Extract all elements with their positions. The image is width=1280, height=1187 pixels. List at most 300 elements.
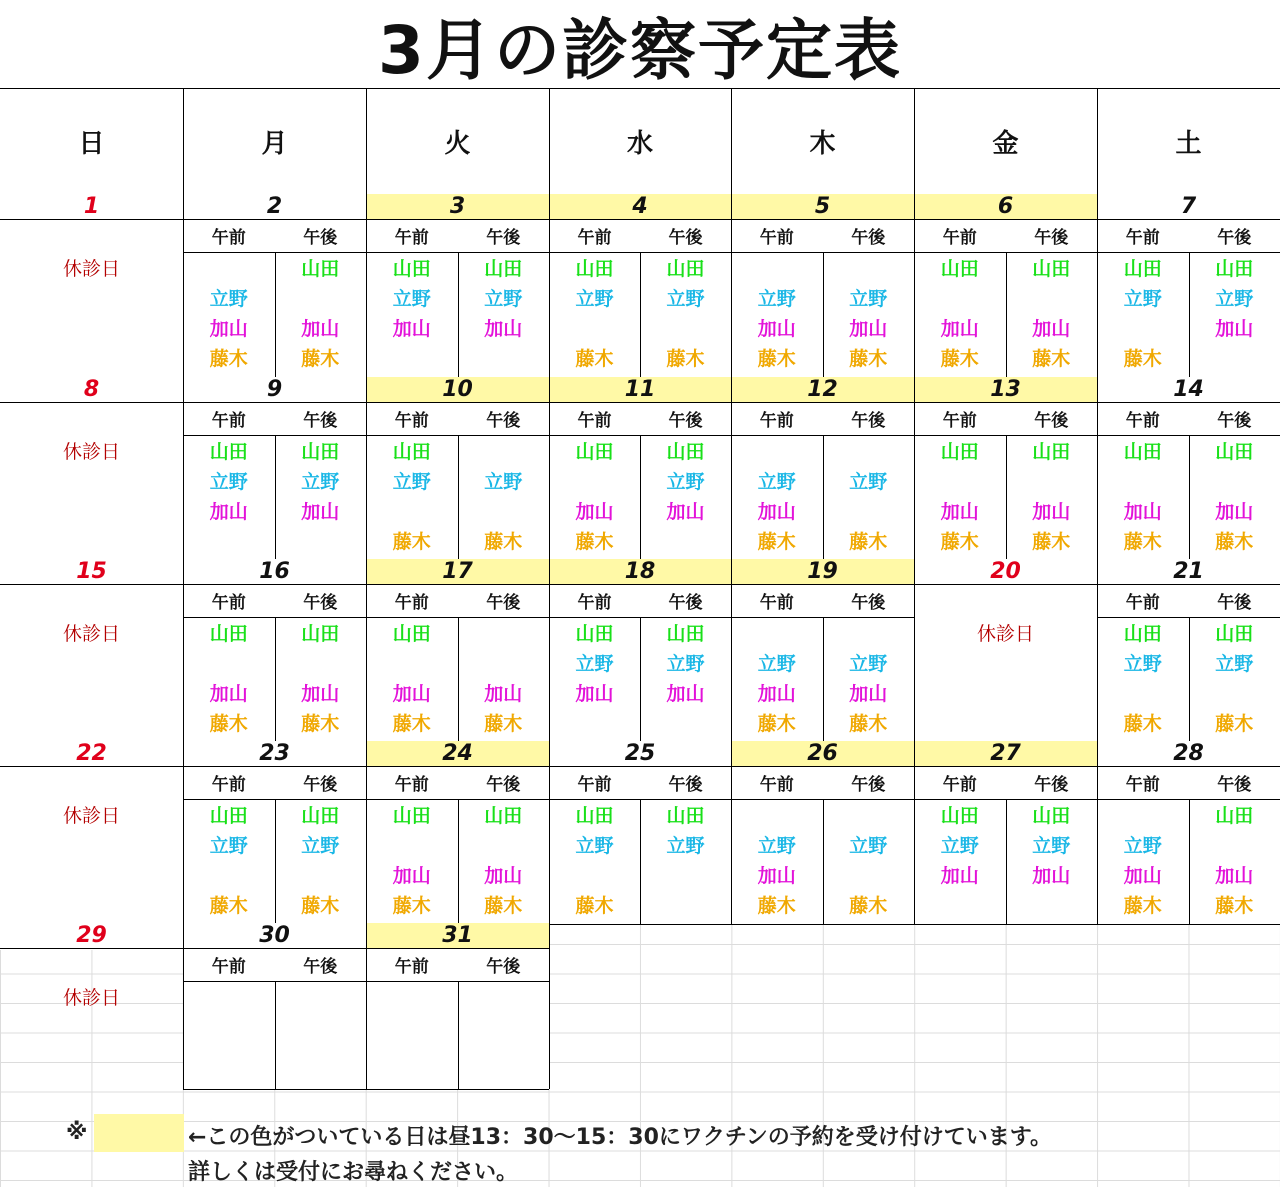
weekday-header: 土	[1097, 88, 1280, 194]
doctor-name: 立野	[301, 834, 340, 857]
am-label: 午前	[394, 593, 429, 613]
pm-label: 午後	[486, 411, 521, 431]
am-label: 午前	[211, 957, 246, 977]
date-number: 8	[83, 377, 100, 402]
grid-line	[1097, 435, 1280, 436]
doctor-name: 立野	[301, 470, 340, 493]
am-label: 午前	[394, 411, 429, 431]
grid-line	[640, 799, 641, 924]
doctor-name: 山田	[940, 804, 979, 827]
grid-line	[275, 981, 276, 1089]
doctor-name: 加山	[1215, 500, 1254, 523]
grid-line	[1189, 435, 1190, 560]
doctor-name: 藤木	[575, 530, 614, 553]
date-number: 3	[366, 194, 549, 219]
pm-label: 午後	[1217, 775, 1252, 795]
pm-label: 午後	[851, 593, 886, 613]
grid-line	[183, 1089, 549, 1090]
doctor-name: 山田	[1032, 440, 1071, 463]
doctor-name: 山田	[575, 440, 614, 463]
grid-line	[183, 435, 366, 436]
doctor-name: 加山	[1123, 500, 1162, 523]
doctor-name: 山田	[1123, 440, 1162, 463]
doctor-name: 山田	[1032, 257, 1071, 280]
doctor-name: 山田	[301, 440, 340, 463]
doctor-name: 藤木	[849, 894, 888, 917]
am-label: 午前	[1125, 775, 1160, 795]
doctor-name: 藤木	[940, 530, 979, 553]
doctor-name: 山田	[392, 804, 431, 827]
grid-line	[1189, 617, 1190, 742]
pm-label: 午後	[303, 957, 338, 977]
pm-label: 午後	[851, 228, 886, 248]
doctor-name: 立野	[757, 834, 796, 857]
doctor-name: 山田	[392, 622, 431, 645]
pm-label: 午後	[303, 593, 338, 613]
grid-line	[1097, 252, 1280, 253]
grid-line	[1006, 435, 1007, 560]
doctor-name: 山田	[209, 622, 248, 645]
grid-line	[1097, 88, 1098, 194]
weekday-header: 木	[731, 88, 914, 194]
closed-label: 休診日	[62, 804, 120, 827]
doctor-name: 山田	[666, 257, 705, 280]
doctor-name: 山田	[575, 622, 614, 645]
grid-line	[731, 252, 914, 253]
grid-line	[823, 799, 824, 924]
grid-line	[458, 435, 459, 560]
grid-line	[1097, 617, 1280, 618]
doctor-name: 立野	[575, 287, 614, 310]
am-label: 午前	[211, 228, 246, 248]
pm-label: 午後	[668, 411, 703, 431]
doctor-name: 山田	[575, 804, 614, 827]
am-label: 午前	[394, 228, 429, 248]
pm-label: 午後	[1217, 228, 1252, 248]
doctor-name: 立野	[209, 834, 248, 857]
grid-line	[914, 741, 915, 924]
grid-line	[640, 252, 641, 377]
date-number: 29	[76, 923, 107, 948]
am-label: 午前	[577, 228, 612, 248]
am-label: 午前	[394, 957, 429, 977]
doctor-name: 加山	[392, 317, 431, 340]
date-number: 25	[624, 741, 656, 766]
doctor-name: 藤木	[849, 347, 888, 370]
grid-line	[549, 923, 550, 1089]
doctor-name: 立野	[666, 470, 705, 493]
doctor-name: 山田	[1032, 804, 1071, 827]
doctor-name: 藤木	[484, 712, 523, 735]
grid-line	[458, 617, 459, 742]
grid-line	[366, 741, 367, 924]
doctor-name: 立野	[484, 470, 523, 493]
doctor-name: 加山	[301, 317, 340, 340]
grid-line	[731, 559, 732, 742]
doctor-name: 藤木	[849, 530, 888, 553]
pm-label: 午後	[486, 775, 521, 795]
date-number: 15	[76, 559, 107, 584]
grid-line	[366, 617, 549, 618]
doctor-name: 加山	[209, 682, 248, 705]
grid-line	[1097, 194, 1098, 377]
doctor-name: 藤木	[1123, 894, 1162, 917]
pm-label: 午後	[1217, 593, 1252, 613]
pm-label: 午後	[303, 411, 338, 431]
date-number: 20	[990, 559, 1021, 584]
date-number: 10	[366, 377, 549, 402]
doctor-name: 立野	[484, 287, 523, 310]
doctor-name: 立野	[757, 287, 796, 310]
closed-label: 休診日	[976, 622, 1034, 645]
grid-line	[549, 559, 550, 742]
date-number: 18	[549, 559, 731, 584]
grid-line	[0, 88, 1280, 89]
date-number: 9	[266, 377, 283, 402]
doctor-name: 藤木	[209, 712, 248, 735]
grid-line	[549, 252, 731, 253]
grid-line	[366, 194, 367, 377]
doctor-name: 加山	[484, 864, 523, 887]
doctor-name: 加山	[1215, 864, 1254, 887]
day-cell-bg	[0, 377, 183, 560]
date-number: 21	[1173, 559, 1204, 584]
grid-line	[1097, 799, 1280, 800]
grid-line	[914, 252, 1097, 253]
doctor-name: 加山	[1123, 864, 1162, 887]
doctor-name: 加山	[1032, 317, 1071, 340]
doctor-name: 加山	[575, 500, 614, 523]
day-cell-bg	[0, 559, 183, 742]
am-label: 午前	[1125, 411, 1160, 431]
doctor-name: 藤木	[666, 347, 705, 370]
doctor-name: 立野	[849, 287, 888, 310]
closed-label: 休診日	[62, 622, 120, 645]
doctor-name: 立野	[392, 470, 431, 493]
grid-line	[731, 88, 732, 194]
doctor-name: 加山	[392, 864, 431, 887]
schedule-calendar	[0, 88, 1280, 1098]
doctor-name: 加山	[940, 317, 979, 340]
date-number: 19	[731, 559, 914, 584]
doctor-name: 藤木	[1123, 712, 1162, 735]
date-number: 5	[731, 194, 914, 219]
grid-line	[275, 252, 276, 377]
doctor-name: 立野	[757, 652, 796, 675]
grid-line	[731, 435, 914, 436]
pm-label: 午後	[486, 957, 521, 977]
am-label: 午前	[1125, 228, 1160, 248]
doctor-name: 立野	[849, 470, 888, 493]
closed-label: 休診日	[62, 257, 120, 280]
grid-line	[549, 799, 731, 800]
doctor-name: 立野	[849, 652, 888, 675]
doctor-name: 立野	[666, 652, 705, 675]
doctor-name: 加山	[301, 500, 340, 523]
doctor-name: 藤木	[1123, 347, 1162, 370]
grid-line	[183, 194, 184, 377]
grid-line	[366, 799, 549, 800]
pm-label: 午後	[668, 775, 703, 795]
doctor-name: 加山	[757, 682, 796, 705]
am-label: 午前	[759, 228, 794, 248]
doctor-name: 立野	[1123, 287, 1162, 310]
grid-line	[183, 377, 184, 560]
doctor-name: 藤木	[484, 894, 523, 917]
grid-line	[914, 559, 915, 742]
doctor-name: 山田	[392, 440, 431, 463]
doctor-name: 立野	[1215, 652, 1254, 675]
grid-line	[1006, 799, 1007, 924]
grid-line	[275, 435, 276, 560]
pm-label: 午後	[486, 228, 521, 248]
grid-line	[1097, 741, 1098, 924]
date-number: 28	[1173, 741, 1204, 766]
doctor-name: 山田	[940, 440, 979, 463]
date-number: 23	[259, 741, 290, 766]
am-label: 午前	[759, 775, 794, 795]
grid-line	[549, 617, 731, 618]
am-label: 午前	[577, 411, 612, 431]
grid-line	[640, 617, 641, 742]
date-number: 26	[731, 741, 914, 766]
pm-label: 午後	[668, 593, 703, 613]
doctor-name: 山田	[1215, 804, 1254, 827]
pm-label: 午後	[668, 228, 703, 248]
pm-label: 午後	[1034, 411, 1069, 431]
pm-label: 午後	[851, 775, 886, 795]
grid-line	[0, 402, 1280, 403]
closed-label: 休診日	[62, 440, 120, 463]
grid-line	[640, 435, 641, 560]
am-label: 午前	[211, 411, 246, 431]
doctor-name: 立野	[849, 834, 888, 857]
doctor-name: 山田	[301, 804, 340, 827]
doctor-name: 藤木	[575, 347, 614, 370]
grid-line	[183, 617, 366, 618]
doctor-name: 立野	[575, 652, 614, 675]
grid-line	[731, 617, 914, 618]
am-label: 午前	[759, 593, 794, 613]
doctor-name: 加山	[757, 500, 796, 523]
grid-line	[1006, 252, 1007, 377]
date-number: 11	[549, 377, 731, 402]
am-label: 午前	[759, 411, 794, 431]
grid-line	[275, 799, 276, 924]
doctor-name: 立野	[1123, 834, 1162, 857]
grid-line	[731, 194, 732, 377]
doctor-name: 藤木	[575, 894, 614, 917]
date-number: 27	[914, 741, 1097, 766]
doctor-name: 加山	[209, 317, 248, 340]
grid-line	[549, 741, 550, 924]
doctor-name: 加山	[209, 500, 248, 523]
doctor-name: 藤木	[1032, 530, 1071, 553]
weekday-header: 日	[0, 88, 183, 194]
doctor-name: 立野	[209, 470, 248, 493]
doctor-name: 藤木	[757, 347, 796, 370]
grid-line	[823, 435, 824, 560]
am-label: 午前	[577, 593, 612, 613]
grid-line	[366, 252, 549, 253]
doctor-name: 加山	[484, 682, 523, 705]
doctor-name: 藤木	[392, 894, 431, 917]
doctor-name: 山田	[484, 804, 523, 827]
doctor-name: 山田	[666, 440, 705, 463]
doctor-name: 山田	[301, 257, 340, 280]
doctor-name: 立野	[940, 834, 979, 857]
doctor-name: 山田	[209, 804, 248, 827]
grid-line	[183, 981, 366, 982]
grid-line	[183, 923, 184, 1089]
doctor-name: 立野	[757, 470, 796, 493]
date-number: 1	[83, 194, 100, 219]
doctor-name: 山田	[1215, 257, 1254, 280]
doctor-name: 加山	[757, 864, 796, 887]
doctor-name: 藤木	[484, 530, 523, 553]
doctor-name: 藤木	[1215, 530, 1254, 553]
doctor-name: 山田	[1123, 257, 1162, 280]
doctor-name: 藤木	[392, 712, 431, 735]
doctor-name: 藤木	[301, 712, 340, 735]
grid-line	[914, 377, 915, 560]
date-number: 30	[259, 923, 290, 948]
date-number: 2	[266, 194, 283, 219]
grid-line	[366, 981, 549, 982]
date-number: 4	[549, 194, 731, 219]
grid-line	[458, 981, 459, 1089]
doctor-name: 藤木	[1215, 894, 1254, 917]
grid-line	[366, 377, 367, 560]
note-line-2: 詳しくは受付にお尋ねください。	[188, 1160, 519, 1185]
closed-label: 休診日	[62, 986, 120, 1009]
doctor-name: 山田	[666, 804, 705, 827]
doctor-name: 山田	[301, 622, 340, 645]
am-label: 午前	[211, 775, 246, 795]
doctor-name: 立野	[209, 287, 248, 310]
doctor-name: 加山	[666, 682, 705, 705]
date-number: 17	[366, 559, 549, 584]
doctor-name: 藤木	[757, 712, 796, 735]
am-label: 午前	[942, 775, 977, 795]
weekday-header: 月	[183, 88, 366, 194]
doctor-name: 藤木	[209, 347, 248, 370]
date-number: 31	[366, 923, 549, 948]
doctor-name: 藤木	[1215, 712, 1254, 735]
doctor-name: 山田	[666, 622, 705, 645]
doctor-name: 山田	[392, 257, 431, 280]
date-number: 6	[914, 194, 1097, 219]
doctor-name: 藤木	[940, 347, 979, 370]
grid-line	[366, 435, 549, 436]
vaccine-color-swatch	[94, 1114, 184, 1152]
weekday-header: 水	[549, 88, 731, 194]
doctor-name: 加山	[940, 500, 979, 523]
doctor-name: 立野	[666, 834, 705, 857]
grid-line	[1189, 799, 1190, 924]
grid-line	[1189, 252, 1190, 377]
doctor-name: 加山	[849, 682, 888, 705]
doctor-name: 立野	[1032, 834, 1071, 857]
pm-label: 午後	[303, 228, 338, 248]
grid-line	[823, 617, 824, 742]
date-number: 13	[914, 377, 1097, 402]
doctor-name: 山田	[484, 257, 523, 280]
pm-label: 午後	[851, 411, 886, 431]
doctor-name: 藤木	[757, 530, 796, 553]
day-cell-bg	[0, 741, 183, 924]
doctor-name: 藤木	[1032, 347, 1071, 370]
doctor-name: 山田	[1215, 440, 1254, 463]
pm-label: 午後	[1034, 228, 1069, 248]
grid-line	[275, 617, 276, 742]
grid-line	[1097, 559, 1098, 742]
doctor-name: 立野	[575, 834, 614, 857]
grid-line	[0, 766, 1280, 767]
date-number: 22	[76, 741, 107, 766]
pm-label: 午後	[1034, 775, 1069, 795]
grid-line	[183, 88, 184, 194]
grid-line	[183, 741, 184, 924]
grid-line	[549, 377, 550, 560]
note-mark: ※	[66, 1120, 88, 1145]
grid-line	[458, 252, 459, 377]
am-label: 午前	[942, 411, 977, 431]
grid-line	[183, 252, 366, 253]
doctor-name: 加山	[757, 317, 796, 340]
grid-line	[914, 799, 1097, 800]
am-label: 午前	[1125, 593, 1160, 613]
weekday-header: 火	[366, 88, 549, 194]
pm-label: 午後	[1217, 411, 1252, 431]
date-number: 14	[1173, 377, 1204, 402]
date-number: 16	[259, 559, 290, 584]
doctor-name: 加山	[1032, 500, 1071, 523]
doctor-name: 加山	[1032, 864, 1071, 887]
grid-line	[731, 799, 914, 800]
grid-line	[731, 377, 732, 560]
weekday-header: 金	[914, 88, 1097, 194]
pm-label: 午後	[486, 593, 521, 613]
doctor-name: 山田	[940, 257, 979, 280]
grid-line	[914, 88, 915, 194]
doctor-name: 山田	[209, 440, 248, 463]
doctor-name: 加山	[575, 682, 614, 705]
am-label: 午前	[942, 228, 977, 248]
grid-line	[914, 435, 1097, 436]
grid-line	[914, 194, 915, 377]
doctor-name: 藤木	[301, 347, 340, 370]
doctor-name: 山田	[575, 257, 614, 280]
am-label: 午前	[394, 775, 429, 795]
date-number: 24	[366, 741, 549, 766]
grid-line	[183, 559, 184, 742]
doctor-name: 藤木	[301, 894, 340, 917]
doctor-name: 藤木	[209, 894, 248, 917]
pm-label: 午後	[303, 775, 338, 795]
doctor-name: 藤木	[392, 530, 431, 553]
grid-line	[1097, 377, 1098, 560]
note-line-1: ←この色がついている日は昼13：30〜15：30にワクチンの予約を受け付けています。	[188, 1125, 1053, 1150]
date-number: 7	[1180, 194, 1197, 219]
doctor-name: 加山	[666, 500, 705, 523]
grid-line	[549, 435, 731, 436]
grid-line	[549, 88, 550, 194]
grid-line	[183, 799, 366, 800]
doctor-name: 山田	[1215, 622, 1254, 645]
doctor-name: 立野	[666, 287, 705, 310]
doctor-name: 立野	[1215, 287, 1254, 310]
